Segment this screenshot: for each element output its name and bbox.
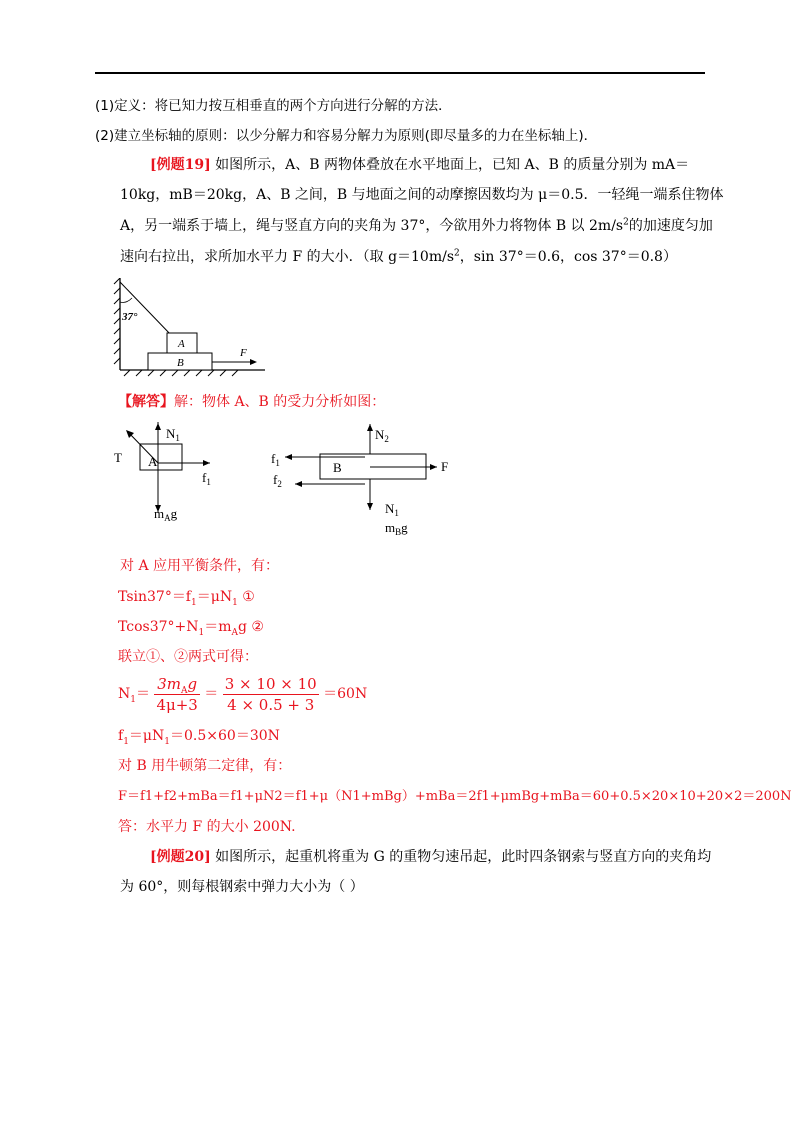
example19-tag: [例题19] [150, 157, 211, 173]
fbd-a-n-label: $N_1$ [166, 426, 180, 443]
ground [120, 370, 265, 376]
example19-line1: [例题19] 如图所示，A、B 两物体叠放在水平地面上，已知 A、B 的质量分别为 mA＝ [150, 157, 690, 173]
angle-label: 37° [122, 311, 138, 323]
fbd-a-block-label: A [148, 454, 158, 469]
solution-fraction-line: $N_1=$ $\frac{3m_Ag}{4\mu+3}$ ＝ $\frac{3 \times 10 \times 10}{4 \times 0.5 + 3}$ ＝60N [118, 674, 368, 714]
answer-lead: 【解答】解：物体 A、B 的受力分析如图： [118, 394, 386, 410]
fbd-b-f-arrowhead [430, 464, 437, 470]
example19-line3: A，另一端系于墙上，绳与竖直方向的夹角为 37°，今欲用外力将物体 B 以 $2m/s^2$的加速度匀加 [120, 217, 713, 234]
fbd-a-g-label: $m_Ag$ [154, 506, 178, 523]
definition-line: (1)定义：将已知力按互相垂直的两个方向进行分解的方法． [95, 98, 452, 114]
angle-arc [120, 298, 132, 303]
example19-line4: 速向右拉出，求所加水平力 F 的大小．（取 $g=10m/s^2$，sin 37°＝0.6，cos 37°＝0.8） [120, 248, 677, 265]
free-body-diagram-b [265, 422, 465, 538]
block-a-label: A [178, 338, 185, 350]
fbd-a-f-arrowhead [203, 460, 210, 466]
solution-step1: 对 A 应用平衡条件，有： [120, 558, 280, 574]
fraction-numeric: $\frac{3 \times 10 \times 10}{4 \times 0.5 + 3}$ [224, 674, 317, 714]
fbd-b-f2-arrowhead [295, 481, 302, 487]
fbd-b-n2-arrowhead [367, 424, 373, 431]
example20-line1: [例题20] 如图所示，起重机将重为 G 的重物匀速吊起，此时四条钢索与竖直方向的夹角均 [150, 849, 712, 865]
fbd-b-g-label: $m_Bg$ [385, 520, 408, 537]
solution-step3: 对 B 用牛顿第二定律，有： [118, 758, 292, 774]
example20-tag: [例题20] [150, 849, 211, 865]
fbd-a-n-arrowhead [155, 423, 161, 430]
solution-newton-equation: F＝f1+f2+mBa＝f1+μN2＝f1+μ（N1+mBg）+mBa＝2f1+μmBg+mBa＝60+0.5×20×10+20×2＝200N [118, 789, 792, 804]
fbd-b-n1-arrowhead [367, 503, 373, 510]
figure-blocks-diagram [110, 278, 270, 378]
fbd-b-f2-label: $f_2$ [273, 472, 282, 489]
example20-line2: 为 60°，则每根钢索中弹力大小为（ ） [120, 879, 364, 895]
answer-tag: 【解答】 [118, 394, 174, 410]
free-body-diagram-a [110, 420, 230, 525]
solution-equation2: $Tcos37^\circ+N_1=m_Ag$ ② [118, 619, 264, 638]
fbd-b-n1-label: $N_1$ [385, 501, 399, 518]
solution-answer: 答：水平力 F 的大小 200N. [118, 819, 296, 835]
solution-equation1: $Tsin37^\circ=f_1=\mu N_1$ ① [118, 589, 255, 608]
example19-line2: 10kg，mB＝20kg，A、B 之间，B 与地面之间的动摩擦因数均为 μ＝0.5．一轻绳一端系住物体 [120, 187, 724, 203]
rope [120, 282, 172, 336]
solution-friction: $f_1=\mu N_1=0.5\times 60=30N$ [118, 728, 280, 747]
fbd-a-box [140, 444, 182, 470]
fbd-b-block-label: B [333, 460, 342, 475]
fraction-symbolic: $\frac{3m_Ag}{4\mu+3}$ [156, 674, 198, 714]
fbd-b-f1-label: $f_1$ [271, 451, 280, 468]
fbd-a-t-label: T [114, 450, 122, 465]
fbd-b-n2-label: $N_2$ [375, 427, 389, 444]
force-label: F [240, 347, 247, 359]
solution-step2: 联立①、②两式可得： [118, 649, 258, 665]
axis-principle-line: (2)建立坐标轴的原则：以少分解力和容易分解力为原则(即尽量多的力在坐标轴上)． [95, 128, 598, 144]
fbd-b-f-label: F [441, 459, 449, 474]
force-arrowhead [250, 359, 257, 365]
block-b-label: B [177, 357, 184, 369]
fbd-b-f1-arrowhead [285, 454, 292, 460]
fbd-a-f-label: $f_1$ [202, 470, 211, 487]
wall [114, 278, 120, 370]
top-rule [95, 72, 705, 74]
